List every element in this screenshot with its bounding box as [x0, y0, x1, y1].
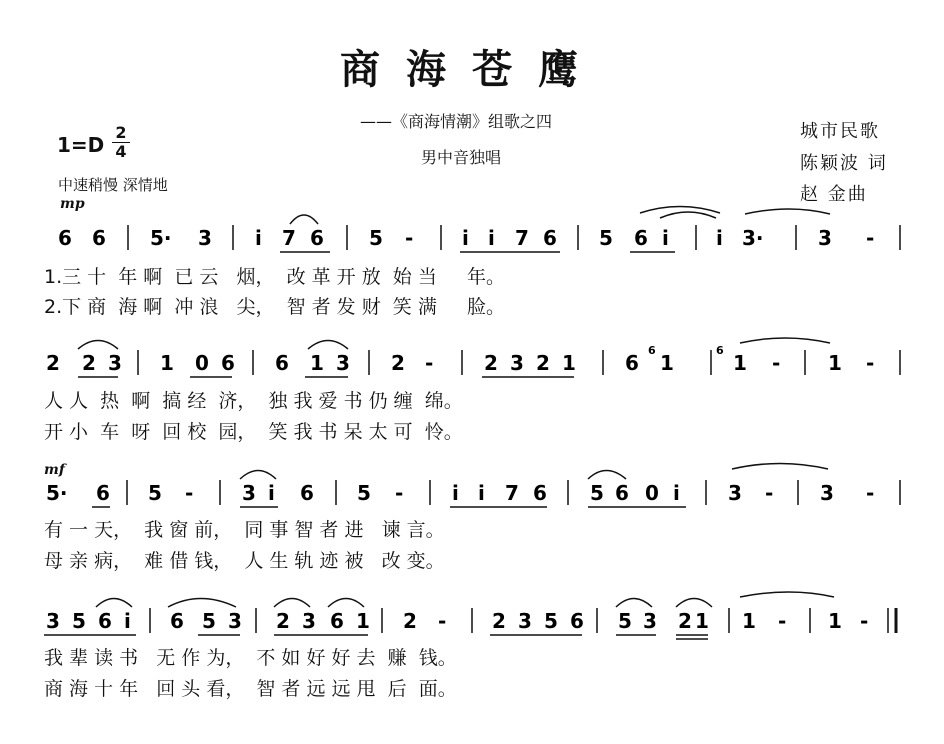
svg-text:6: 6 [634, 226, 648, 250]
svg-text:-: - [425, 351, 434, 375]
svg-text:6: 6 [648, 344, 656, 357]
svg-text:-: - [772, 351, 781, 375]
svg-text:6: 6 [533, 481, 547, 505]
svg-text:5: 5 [202, 609, 216, 633]
svg-text:6: 6 [92, 226, 106, 250]
score-line-2 [46, 338, 900, 377]
tempo-marking: 中速稍慢 深情地 [58, 176, 168, 194]
lyrics-line-1-verse-2: 2.下 商 海 啊 冲 浪 尖， 智 者 发 财 笑 满 脸。 [44, 296, 506, 318]
svg-text:2: 2 [536, 351, 550, 375]
score-line-3 [46, 464, 900, 508]
lyrics-line-4-verse-1: 我 辈 读 书 无 作 为， 不 如 好 好 去 赚 钱。 [44, 647, 457, 669]
svg-text:i: i [124, 609, 131, 633]
score-line-1 [58, 207, 900, 253]
svg-text:i: i [488, 226, 495, 250]
notation-text-store [0, 0, 1, 1]
svg-text:5·: 5· [46, 481, 68, 505]
svg-text:i: i [478, 481, 485, 505]
svg-text:5: 5 [357, 481, 371, 505]
svg-text:6: 6 [625, 351, 639, 375]
svg-text:5: 5 [369, 226, 383, 250]
svg-text:2: 2 [276, 609, 290, 633]
svg-text:i: i [716, 226, 723, 250]
svg-text:3: 3 [336, 351, 350, 375]
svg-text:1: 1 [742, 609, 756, 633]
lyrics-line-3-verse-2: 母 亲 病， 难 借 钱， 人 生 轨 迹 被 改 变。 [44, 550, 445, 572]
svg-text:3: 3 [228, 609, 242, 633]
svg-text:6: 6 [543, 226, 557, 250]
key-signature: 1=D [57, 133, 105, 157]
svg-text:-: - [185, 481, 194, 505]
svg-text:1: 1 [660, 351, 674, 375]
svg-text:0: 0 [195, 351, 209, 375]
svg-text:3: 3 [198, 226, 212, 250]
svg-text:2: 2 [403, 609, 417, 633]
svg-text:6: 6 [716, 344, 724, 357]
svg-text:-: - [765, 481, 774, 505]
svg-text:6: 6 [330, 609, 344, 633]
composer-credit: 赵 金曲 [800, 184, 868, 205]
svg-text:3: 3 [818, 226, 832, 250]
svg-text:1: 1 [356, 609, 370, 633]
svg-text:6: 6 [615, 481, 629, 505]
svg-text:3·: 3· [742, 226, 764, 250]
svg-text:3: 3 [820, 481, 834, 505]
lyrics-line-4-verse-2: 商 海 十 年 回 头 看， 智 者 远 远 甩 后 面。 [44, 678, 457, 700]
lyrics-line-1-verse-1: 1.三 十 年 啊 已 云 烟， 改 革 开 放 始 当 年。 [44, 266, 506, 288]
svg-text:6: 6 [58, 226, 72, 250]
notation-line-1 [0, 0, 1, 1]
svg-text:-: - [866, 351, 875, 375]
svg-text:-: - [866, 226, 875, 250]
subtitle: ——《商海情潮》组歌之四 [360, 112, 553, 131]
svg-text:-: - [866, 481, 875, 505]
svg-text:6: 6 [96, 481, 110, 505]
svg-text:5: 5 [148, 481, 162, 505]
svg-text:3: 3 [510, 351, 524, 375]
svg-text:5: 5 [72, 609, 86, 633]
svg-text:1: 1 [828, 351, 842, 375]
svg-text:3: 3 [518, 609, 532, 633]
lyrics-line-2-verse-2: 开 小 车 呀 回 校 园， 笑 我 书 呆 太 可 怜。 [44, 421, 463, 443]
svg-text:-: - [405, 226, 414, 250]
svg-text:6: 6 [300, 481, 314, 505]
svg-text:2: 2 [391, 351, 405, 375]
time-signature-bottom: 4 [115, 142, 127, 161]
dynamic-mp: mp [60, 196, 85, 212]
svg-text:i: i [268, 481, 275, 505]
svg-text:3: 3 [242, 481, 256, 505]
svg-text:-: - [395, 481, 404, 505]
svg-text:6: 6 [170, 609, 184, 633]
svg-text:3: 3 [108, 351, 122, 375]
svg-text:2: 2 [82, 351, 96, 375]
lyrics-line-2-verse-1: 人 人 热 啊 搞 经 济， 独 我 爱 书 仍 缠 绵。 [44, 390, 463, 412]
svg-text:7: 7 [282, 226, 296, 250]
svg-text:6: 6 [221, 351, 235, 375]
svg-text:6: 6 [98, 609, 112, 633]
svg-text:2: 2 [484, 351, 498, 375]
score-line-4 [44, 592, 896, 639]
svg-text:6: 6 [275, 351, 289, 375]
svg-text:3: 3 [728, 481, 742, 505]
dynamic-mf: mf [44, 462, 65, 478]
svg-text:5: 5 [599, 226, 613, 250]
svg-text:-: - [438, 609, 447, 633]
svg-text:i: i [662, 226, 669, 250]
svg-text:5·: 5· [150, 226, 172, 250]
svg-text:1: 1 [695, 609, 709, 633]
svg-text:1: 1 [828, 609, 842, 633]
svg-text:5: 5 [544, 609, 558, 633]
svg-text:i: i [255, 226, 262, 250]
svg-text:5: 5 [590, 481, 604, 505]
performance-type: 男中音独唱 [421, 148, 502, 167]
svg-text:1: 1 [733, 351, 747, 375]
svg-text:2: 2 [492, 609, 506, 633]
svg-text:i: i [673, 481, 680, 505]
svg-text:7: 7 [505, 481, 519, 505]
svg-text:0: 0 [645, 481, 659, 505]
svg-text:6: 6 [570, 609, 584, 633]
svg-text:1: 1 [562, 351, 576, 375]
svg-text:3: 3 [302, 609, 316, 633]
svg-text:-: - [778, 609, 787, 633]
svg-text:3: 3 [643, 609, 657, 633]
svg-text:7: 7 [515, 226, 529, 250]
svg-text:-: - [860, 609, 869, 633]
svg-text:i: i [462, 226, 469, 250]
song-title: 商海苍鹰 [340, 46, 604, 93]
svg-text:1: 1 [310, 351, 324, 375]
svg-text:2: 2 [46, 351, 60, 375]
svg-text:1: 1 [160, 351, 174, 375]
time-signature-top: 2 [115, 123, 127, 142]
lyrics-line-3-verse-1: 有 一 天， 我 窗 前， 同 事 智 者 进 谏 言。 [44, 519, 445, 541]
genre-credit: 城市民歌 [800, 121, 880, 142]
svg-text:6: 6 [310, 226, 324, 250]
svg-text:5: 5 [618, 609, 632, 633]
svg-text:i: i [452, 481, 459, 505]
svg-text:3: 3 [46, 609, 60, 633]
svg-text:2: 2 [678, 609, 692, 633]
lyricist-credit: 陈颖波 词 [800, 153, 888, 174]
